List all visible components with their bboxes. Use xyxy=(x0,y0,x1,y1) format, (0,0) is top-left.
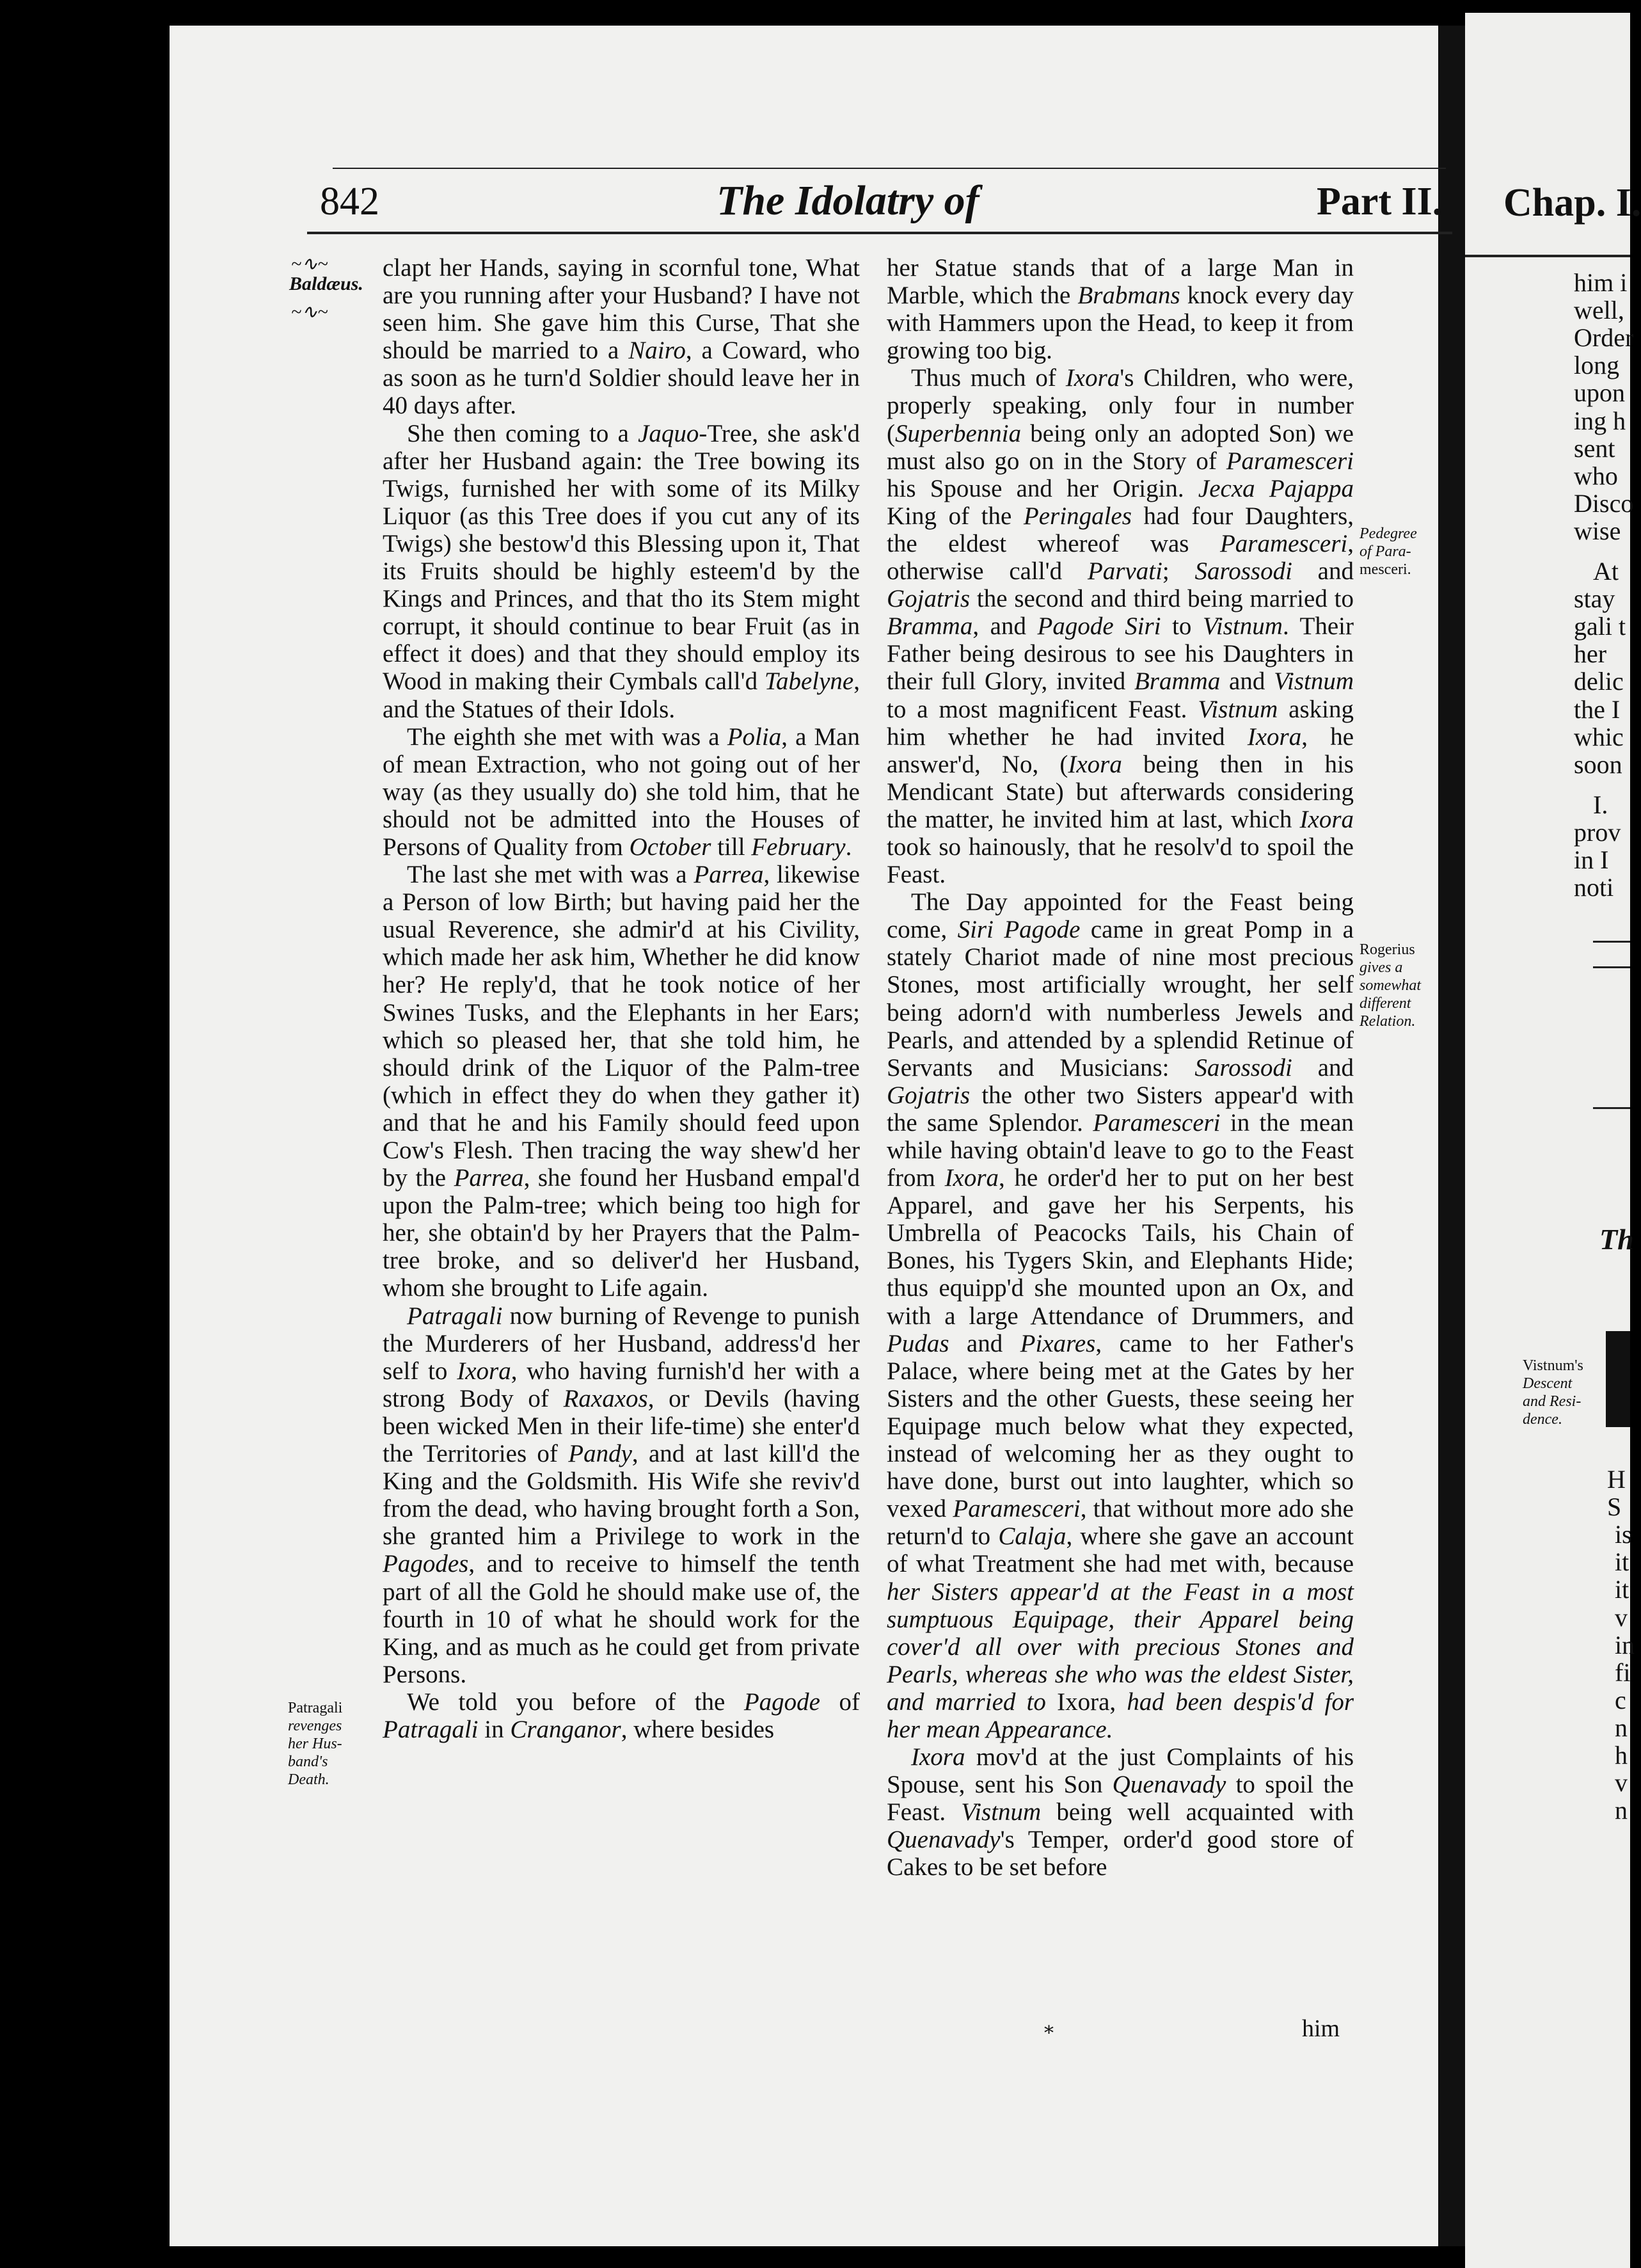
facing-rule-1 xyxy=(1593,941,1630,943)
facing-line-fragment: n xyxy=(1615,1713,1628,1742)
facing-line-fragment: who xyxy=(1574,461,1618,490)
facing-line-fragment: in I xyxy=(1574,845,1609,874)
facing-line-fragment: long xyxy=(1574,351,1620,380)
facing-line-fragment: H xyxy=(1607,1465,1626,1494)
facing-rule-3 xyxy=(1593,1107,1630,1109)
facing-line-fragment: v xyxy=(1615,1602,1628,1632)
facing-line-fragment: Disco xyxy=(1574,488,1634,518)
facing-line-fragment: the I xyxy=(1574,694,1621,724)
facing-rule-2 xyxy=(1593,966,1630,968)
margin-note-baldaeus: Baldæus. xyxy=(289,273,363,294)
facing-line-fragment: h xyxy=(1615,1741,1628,1769)
page-gutter xyxy=(1438,26,1465,2246)
facing-line-fragment: noti xyxy=(1574,873,1614,902)
paragraph: clapt her Hands, saying in scornful tone, What are you running after your Husband? I have not seen him. She gave him this Curse, That she should be married to a Nairo, a Coward, who as soon as he turn'd Soldier should leave her in 40 days after. xyxy=(383,254,860,420)
facing-chapter: Chap. I. xyxy=(1503,181,1641,225)
running-title: The Idolatry of xyxy=(717,177,979,224)
page-number: 842 xyxy=(320,180,379,223)
facing-line-fragment: is xyxy=(1615,1520,1632,1549)
top-rule xyxy=(333,168,1446,169)
facing-line-fragment: prov xyxy=(1574,817,1621,847)
baldaeus-ornament-bottom: ~∿~ xyxy=(291,301,328,323)
part-label: Part II. xyxy=(1317,180,1443,223)
facing-margin-note: Vistnum's Descent and Resi- dence. xyxy=(1523,1357,1583,1428)
facing-line-fragment: soon xyxy=(1574,749,1622,779)
facing-line-fragment: it xyxy=(1615,1575,1629,1604)
facing-line-fragment: whic xyxy=(1574,722,1624,751)
facing-line-fragment: wise xyxy=(1574,516,1621,545)
facing-page xyxy=(1465,13,1641,2268)
facing-section-initial: Th xyxy=(1599,1223,1634,1256)
margin-note-pedegree: Pedegree of Para- mesceri. xyxy=(1360,525,1417,578)
facing-header-rule xyxy=(1465,255,1630,257)
facing-line-fragment: ing h xyxy=(1574,406,1626,435)
facing-line-fragment: upon xyxy=(1574,378,1625,408)
paragraph: her Statue stands that of a large Man in Marble, which the Brabmans knock every day with Hammers upon the Head, to keep it from growing too big. xyxy=(887,254,1354,365)
paragraph: The eighth she met with was a Polia, a Man of mean Extraction, who not going out of her way (as they usually do) she told him, that he should not be admitted into the Houses of Persons of Quality from October till February. xyxy=(383,723,860,861)
facing-line-fragment: in xyxy=(1615,1630,1635,1659)
facing-line-fragment: him i xyxy=(1574,268,1628,297)
facing-line-fragment: well, xyxy=(1574,296,1624,325)
paragraph: Thus much of Ixora's Children, who were, properly speaking, only four in number (Superbennia being only an adopted Son) we must also go on in the Story of Paramesceri his Spouse and her Origin. Jecxa Pajappa King of the Peringales had four Daughters, the eldest whereof was Paramesceri, otherwise call'd Parvati; Sarossodi and Gojatris the second and third being married to Bramma, and Pagode Siri to Vistnum. Their Father being desirous to see his Daughters in their full Glory, invited Bramma and Vistnum to a most magnificent Feast. Vistnum asking him whether he had invited Ixora, he answer'd, No, (Ixora being then in his Mendicant State) but afterwards considering the matter, he invited him at last, which Ixora took so hainously, that he resolv'd to spoil the Feast. xyxy=(887,364,1354,889)
paragraph: We told you before of the Pagode of Patragali in Cranganor, where besides xyxy=(383,1688,860,1743)
left-text-column xyxy=(383,254,860,1743)
paragraph: She then coming to a Jaquo-Tree, she ask'd after her Husband again: the Tree bowing its Twigs, furnished her with some of its Milky Liquor (as this Tree does if you cut any of its Twigs) she bestow'd this Blessing upon it, That its Fruits should be highly esteem'd by the Kings and Princes, and that tho its Stem might corrupt, it should continue to bear Fruit (as in effect it does) and that they should employ its Wood in making their Cymbals call'd Tabelyne, and the Statues of their Idols. xyxy=(383,419,860,723)
paragraph: Patragali now burning of Revenge to punish the Murderers of her Husband, address'd her self to Ixora, who having furnish'd her with a strong Body of Raxaxos, or Devils (having been wicked Men in their life-time) she enter'd the Territories of Pandy, and at last kill'd the King and the Goldsmith. His Wife she reviv'd from the dead, who having brought forth a Son, she granted him a Privilege to work in the Pagodes, and to receive to himself the tenth part of all the Gold he should make use of, the fourth in 10 of what he should work for the King, and as much as he could get from private Persons. xyxy=(383,1302,860,1688)
facing-line-fragment: gali t xyxy=(1574,612,1626,641)
catchword: him xyxy=(1302,2015,1340,2042)
facing-line-fragment: sent xyxy=(1574,433,1615,463)
margin-note-patragali: Patragali revenges her Hus- band's Death. xyxy=(288,1700,343,1788)
facing-line-fragment: I. xyxy=(1593,790,1608,819)
paragraph: Ixora mov'd at the just Complaints of his Spouse, sent his Son Quenavady to spoil the Feast. Vistnum being well acquainted with Quenavady's Temper, order'd good store of Cakes to be set before xyxy=(887,1743,1354,1881)
baldaeus-ornament: ~∿~ xyxy=(291,253,328,275)
facing-line-fragment: n xyxy=(1615,1796,1628,1825)
facing-line-fragment: her xyxy=(1574,639,1607,669)
facing-line-fragment: S xyxy=(1607,1492,1622,1522)
facing-line-fragment: stay xyxy=(1574,584,1615,614)
header-rule xyxy=(307,232,1452,234)
facing-line-fragment: fi xyxy=(1615,1657,1631,1687)
facing-line-fragment: delic xyxy=(1574,667,1624,696)
facing-line-fragment: c xyxy=(1615,1685,1626,1714)
facing-line-fragment: v xyxy=(1615,1768,1628,1798)
facing-line-fragment: it xyxy=(1615,1547,1629,1577)
facing-line-fragment: At xyxy=(1593,557,1619,586)
facing-line-fragment: Order xyxy=(1574,323,1634,353)
paragraph: The Day appointed for the Feast being come, Siri Pagode came in great Pomp in a stately Chariot made of nine most precious Stones, most artificially wrought, her self being adorn'd with numberless Jewels and Pearls, and attended by a splendid Retinue of Servants and Musicians: Sarossodi and Gojatris the other two Sisters appear'd with the same Splendor. Paramesceri in the mean while having obtain'd leave to go to the Feast from Ixora, he order'd her to put on her best Apparel, and gave her his Serpents, his Umbrella of Peacocks Tails, his Chain of Bones, his Tygers Skin, and Elephants Hide; thus equipp'd she mounted upon an Ox, and with a large Attendance of Drummers, and Pudas and Pixares, came to her Father's Palace, where being met at the Gates by her Sisters and the other Guests, these seeing her Equipage much below what they expected, instead of welcoming her as they ought to have done, burst out into laughter, which so vexed Paramesceri, that without more ado she return'd to Calaja, where she gave an account of what Treatment she had met with, because her Sisters appear'd at the Feast in a most sumptuous Equipage, their Apparel being cover'd all over with precious Stones and Pearls, whereas she who was the eldest Sister, and married to Ixora, had been despis'd for her mean Appearance. xyxy=(887,888,1354,1743)
facing-drop-initial xyxy=(1606,1331,1630,1427)
signature-mark: ⁎ xyxy=(1044,2016,1054,2038)
margin-note-rogerius: Rogerius gives a somewhat different Relation. xyxy=(1360,941,1421,1030)
paragraph: The last she met with was a Parrea, likewise a Person of low Birth; but having paid her the usual Reverence, she admir'd at his Civility, which made her ask him, Whether he did know her? He reply'd, that he took notice of her Swines Tusks, and the Elephants in her Ears; which so pleased her, that she told him, he should drink of the Liquor of the Palm-tree (which in effect they do when they gather it) and that he and his Family should feed upon Cow's Flesh. Then tracing the way shew'd her by the Parrea, she found her Husband empal'd upon the Palm-tree; which being too high for her, she obtain'd by her Prayers that the Palm-tree broke, and so deliver'd her Husband, whom she brought to Life again. xyxy=(383,861,860,1302)
right-text-column xyxy=(887,254,1354,1881)
